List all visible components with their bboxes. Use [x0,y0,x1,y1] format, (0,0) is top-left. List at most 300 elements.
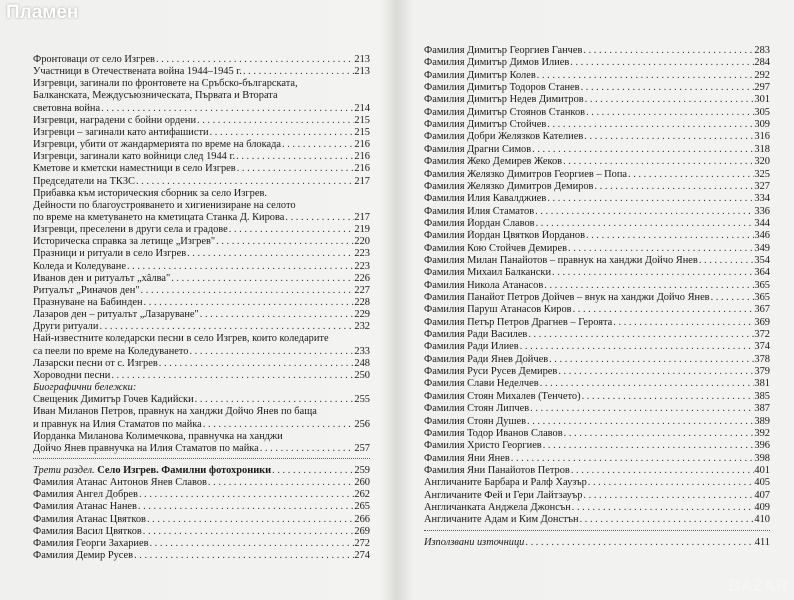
toc-entry-title: Фамилия Илия Кавалджиев [424,193,547,205]
leader-dots [527,329,754,340]
leader-dots [133,550,354,561]
toc-entry-title: Хороводни песни [33,369,111,381]
leader-dots [531,144,754,155]
leader-dots [284,212,354,223]
toc-page-number: 283 [754,45,770,56]
leader-dots [510,453,755,464]
toc-entry [424,490,770,501]
toc-entry [424,156,770,167]
toc-entry-title: Историческа справка за летище „Изгрев" [33,236,216,248]
toc-entry [33,78,370,89]
toc-entry-title: Използвани източници [424,536,525,548]
toc-page-number: 248 [354,357,370,369]
leader-dots [158,358,355,369]
leader-dots [548,354,754,365]
toc-entry [33,382,370,393]
toc-page-number: 365 [754,292,770,303]
toc-entry-title: Прибавка към историческия сборник за село Изгрев. [33,187,267,199]
toc-entry-title: Празнуване на Бабинден [33,297,143,308]
toc-entry [33,309,370,320]
leader-dots [196,115,354,126]
toc-page-number: 265 [354,501,370,513]
toc-entry [424,428,770,439]
toc-entry-title: Изгревци, загинали по фронтовете на Сръбско-българската, [33,78,298,90]
toc-entry [424,82,770,93]
leader-dots [551,267,754,278]
toc-entry-title: Фамилия Слави Неделчев [424,378,539,390]
leader-dots [546,119,754,130]
toc-page-number: 223 [354,260,370,272]
toc-entry-title: са пеели по време на Коледуването [33,345,189,357]
toc-entry [33,176,370,187]
toc-entry-title: Участници в Отечествената война 1944–1945 г. [33,66,242,78]
toc-page-number: 297 [754,82,770,94]
leader-dots [142,526,355,537]
toc-page-number: 367 [754,304,770,316]
toc-page-number: 217 [354,211,370,223]
toc-entry-title: Англичанката Анджела Джонсън [424,501,571,513]
toc-page-number: 398 [754,452,770,464]
toc-page-number: 354 [754,254,770,266]
toc-page-number: 262 [354,489,370,501]
toc-page-number: 344 [754,217,770,229]
toc-entry [424,453,770,464]
toc-page-number: 226 [354,272,370,284]
leader-dots [584,94,755,105]
toc-page-number: 216 [354,139,370,151]
toc-page-number: 379 [754,366,770,378]
toc-page-number: 325 [754,168,770,180]
leader-dots [126,261,354,272]
toc-entry-title: световна война [33,102,101,114]
toc-page-number: 269 [354,525,370,537]
toc-entry-title: Изгревци, загинали като войници след 1944 г. [33,151,236,163]
toc-entry-title: Фамилия Атанас Цвятков [33,513,146,525]
toc-page-number: 219 [354,224,370,236]
toc-entry-title: Англичаните Адам и Ким Донстън [424,514,579,526]
leader-dots [585,107,754,118]
toc-entry-title: Фамилия Димитър Колев [424,69,536,81]
toc-page-number: 405 [754,477,770,489]
toc-entry-title: Фамилия Драгни Симов [424,143,532,155]
leader-dots [570,465,755,476]
leader-dots [583,131,754,142]
toc-entry-title: Фамилия Илия Стаматов [424,205,535,217]
toc-entry [424,378,770,389]
toc-entry-title: Фамилия Панайот Петров Дойчев – внук на ханджи Дойчо Янев [424,292,710,303]
toc-entry [33,273,370,284]
toc-entry-title: Иванов ден и ритуалът „хâлва" [33,272,171,284]
toc-entry [33,431,370,442]
toc-page-number: 232 [354,321,370,333]
toc-page-number: 259 [354,464,370,476]
leader-dots [581,391,755,402]
leader-dots [215,236,354,247]
toc-entry-title: Фамилия Стоян Михалев (Тенчето) [424,390,581,402]
toc-entry-title: Фамилия Димитър Стойчев [424,119,547,131]
toc-entry [33,465,370,476]
toc-entry-title: Трети раздел. Село Изгрев. Фамилни фотохроники [33,464,272,476]
leader-dots [209,127,355,138]
toc-entry [424,341,770,352]
leader-dots [235,151,354,162]
leader-dots [539,378,755,389]
leader-dots [146,514,354,525]
toc-entry [424,465,770,476]
leader-dots [242,66,354,77]
toc-page-number: 292 [754,69,770,81]
toc-page-number: 346 [754,230,770,242]
toc-page-number: 260 [354,477,370,489]
toc-page-number: 220 [354,236,370,248]
toc-entry-title: Фамилия Ангел Добрев [33,489,138,501]
toc-entry-title: Фамилия Добри Желязков Кателиев [424,131,584,143]
toc-entry [33,188,370,199]
toc-page-number: 410 [754,514,770,526]
toc-entry-title: Фамилия Кою Стойчев Демирев [424,242,568,254]
toc-entry-title: Фамилия Йордан Цвятков Йорданов [424,230,586,242]
toc-entry [33,346,370,357]
toc-page-number: 392 [754,427,770,439]
toc-entry-title: Биографични бележки: [33,382,137,394]
section-separator [424,530,770,531]
leader-dots [110,370,354,381]
toc-entry-title: Фамилия Димитър Недев Димитров [424,94,584,106]
leader-dots [593,181,754,192]
toc-entry [424,403,770,414]
toc-entry-title: Празници и ритуали в село Изгрев [33,248,187,260]
toc-page-number: 213 [354,54,370,65]
toc-entry-title: Лазаров ден – ритуалът „Лазаруване" [33,309,199,321]
leader-dots [571,502,755,513]
toc-entry-title: Англичаните Барбара и Ралф Хаузър [424,477,587,489]
toc-entry [33,248,370,259]
toc-entry [33,139,370,150]
toc-page-number: 301 [754,94,770,106]
leader-dots [281,139,354,150]
toc-page-number: 229 [354,309,370,321]
toc-page-number: 223 [354,248,370,260]
toc-page-number: 396 [754,440,770,452]
leader-dots [710,292,755,303]
leader-dots [143,297,355,308]
toc-page-number: 272 [354,537,370,549]
toc-entry [424,181,770,192]
toc-page-number: 255 [354,394,370,406]
toc-entry [424,45,770,56]
toc-entry [33,54,370,65]
toc-entry-title: Изгревци, наградени с бойни ордени [33,114,197,126]
toc-entry [33,514,370,525]
toc-entry-title: Фамилия Стоян Липчев [424,403,530,415]
toc-entry-title: Фронтоваци от село Изгрев [33,54,155,65]
leader-dots [582,45,754,56]
toc-page-number: 215 [354,126,370,138]
leader-dots [535,218,755,229]
toc-entry-title: Коледа и Коледуване [33,260,126,272]
leader-dots [698,255,755,266]
toc-entry [33,477,370,488]
toc-entry [424,280,770,291]
toc-page-number: 389 [754,415,770,427]
toc-entry [424,514,770,525]
toc-page-number: 257 [354,442,370,454]
toc-entry [424,131,770,142]
toc-entry [424,206,770,217]
toc-entry [424,243,770,254]
toc-entry-title: Балканската, Междусъюзническата, Първата и Втората [33,90,278,102]
toc-entry-title: Дойчо Янев правнучка на Илия Стаматов по майка [33,442,259,454]
toc-entry [424,144,770,155]
toc-entry-title: Фамилия Ради Янев Дойчев [424,353,549,365]
toc-entry [424,57,770,68]
toc-entry [33,261,370,272]
toc-page-number: 213 [354,66,370,78]
toc-entry [33,394,370,405]
leader-dots [519,341,755,352]
toc-page-number: 374 [754,341,770,353]
toc-entry [424,107,770,118]
leader-dots [138,489,354,500]
toc-page-number: 214 [354,102,370,114]
toc-page-number: 216 [354,151,370,163]
toc-entry [33,370,370,381]
leader-dots [536,70,755,81]
toc-entry-title: Ритуалът „Риначов ден" [33,284,140,296]
toc-page-number: 334 [754,193,770,205]
leader-dots [271,465,354,476]
toc-page-number: 266 [354,513,370,525]
toc-entry [424,94,770,105]
toc-entry-title: Фамилия Христо Георгиев [424,440,542,452]
leader-dots [543,280,754,291]
leader-dots [557,366,754,377]
toc-entry-title: Фамилия Георги Захариев [33,537,149,549]
leader-dots [100,103,354,114]
section-separator [33,458,370,459]
toc-page-number: 309 [754,119,770,131]
toc-entry-title: Фамилия Ради Василев [424,329,528,341]
toc-entry [33,489,370,500]
toc-entry [33,406,370,417]
leader-dots [524,537,754,548]
toc-entry-title: Кметове и кметски наместници в село Изгрев [33,163,236,175]
toc-entry [33,538,370,549]
toc-page-number: 305 [754,106,770,118]
leader-dots [140,285,355,296]
toc-entry-title: Фамилия Милан Панайотов – правнук на ханджи Дойчо Янев [424,254,698,266]
leader-dots [580,82,755,93]
leader-dots [567,243,754,254]
toc-entry [424,193,770,204]
toc-entry [33,200,370,211]
toc-page-number: 409 [754,501,770,513]
leader-dots [170,273,354,284]
toc-entry [424,119,770,130]
toc-entry [33,66,370,77]
toc-entry-title: Фамилия Атанас Нанев [33,501,137,513]
toc-entry [424,440,770,451]
toc-entry [33,224,370,235]
toc-entry [424,267,770,278]
toc-page-number: 217 [354,175,370,187]
toc-page-number: 284 [754,57,770,69]
toc-page-number: 365 [754,279,770,291]
toc-entry [33,297,370,308]
toc-entry-title: Фамилия Руси Русев Демирев [424,366,558,378]
leader-dots [563,428,755,439]
toc-page-number: 228 [354,297,370,308]
toc-entry-title: Фамилия Стоян Душев [424,415,527,427]
leader-dots [228,224,355,235]
toc-entry-title: Свещеник Димитър Гочев Кадийски [33,394,194,406]
toc-entry-title: Фамилия Желязко Димитров Георгиев – Попа [424,168,628,180]
leader-dots [199,309,355,320]
leader-dots [572,304,755,315]
toc-entry [424,477,770,488]
toc-entry [424,255,770,266]
toc-entry-title: Други ритуали [33,321,99,333]
toc-entry [33,550,370,561]
toc-entry-title: Дейности по благоустрояването и хигиенизиране на селото [33,199,296,211]
leader-dots [202,419,355,430]
leader-dots [562,156,754,167]
toc-page-number: 318 [754,143,770,155]
toc-page-number: 216 [354,163,370,175]
leader-dots [529,403,754,414]
leader-dots [542,440,755,451]
toc-entry-title: Фамилия Петър Петров Драгнев – Героята [424,316,613,328]
toc-entry-title: Най-известните коледарски песни в село Изгрев, които коледарите [33,333,329,345]
toc-entry [33,236,370,247]
toc-entry-title: Фамилия Яни Янев [424,452,510,464]
toc-entry [33,358,370,369]
toc-entry [424,292,770,303]
toc-page-number: 385 [754,390,770,402]
leader-dots [612,317,754,328]
leader-dots [137,501,354,512]
toc-page-number: 327 [754,180,770,192]
leader-dots [207,477,354,488]
leader-dots [155,54,354,65]
toc-entry [33,285,370,296]
toc-entry-title: Изгревци, преселени в други села и градове [33,224,228,236]
toc-entry-title: Фамилия Димитър Георгиев Ганчев [424,45,583,56]
toc-entry-title: Фамилия Димитър Стоянов Станков [424,106,586,118]
toc-entry [424,391,770,402]
toc-page-number: 320 [754,156,770,168]
toc-page-number: 336 [754,205,770,217]
toc-entry [33,419,370,430]
toc-entry-title: Фамилия Яни Панайотов Петров [424,464,570,476]
toc-entry-title: Англичаните Фей и Гери Лайтзауър [424,489,583,501]
toc-entry-title: Председатели на ТКЗС [33,175,135,187]
toc-entry [424,354,770,365]
toc-entry [33,127,370,138]
toc-page-number: 407 [754,489,770,501]
toc-entry-title: по време на кметуването на кметицата Станка Д. Кирова [33,211,285,223]
leader-dots [148,538,354,549]
toc-entry [33,443,370,454]
toc-entry-title: Фамилия Паруш Атанасов Киров [424,304,572,316]
toc-page-number: 227 [354,284,370,296]
toc-entry [33,501,370,512]
toc-entry-title: Изгревци, убити от жандармерията по време на блокада [33,139,282,151]
leader-dots [98,321,354,332]
toc-entry-title: Иван Миланов Петров, правнук на ханджи Дойчо Янев по баща [33,406,317,418]
leader-dots [569,57,754,68]
toc-page-number: 274 [354,550,370,561]
toc-page-number: 364 [754,267,770,279]
leader-dots [194,394,355,405]
leader-dots [585,230,754,241]
toc-entry [33,333,370,344]
toc-page-number: 387 [754,403,770,415]
toc-page-number: 349 [754,242,770,254]
toc-entry [33,151,370,162]
toc-entry [424,218,770,229]
toc-entry-title: Фамилия Атанас Антонов Янев Славов [33,477,207,489]
leader-dots [526,416,754,427]
toc-entry-title: Фамилия Димитър Димов Илиев [424,57,570,69]
toc-entry [424,416,770,427]
toc-entry-title: Фамилия Ради Илиев [424,341,519,353]
toc-page-number: 233 [354,345,370,357]
toc-entry [424,366,770,377]
toc-entry-title: Изгревци – загинали като антифашисти [33,126,209,138]
toc-entry [33,90,370,101]
leader-dots [534,206,754,217]
toc-entry-title: Фамилия Димитър Тодоров Станев [424,82,580,94]
toc-entry [33,321,370,332]
leader-dots [587,477,755,488]
toc-page-number: 381 [754,378,770,390]
toc-page-number: 250 [354,369,370,381]
toc-entry-title: Фамилия Желязко Димитров Демиров [424,180,594,192]
toc-entry-title: Лазарски песни от с. Изгрев [33,357,158,369]
toc-entry-title: Фамилия Никола Атанасов [424,279,544,291]
toc-entry-title: и правнук на Илия Стаматов по майка [33,418,202,430]
leader-dots [627,169,754,180]
toc-entry [424,230,770,241]
toc-entry-title: Фамилия Васил Цвятков [33,525,142,537]
leader-dots [546,193,754,204]
toc-page-number: 256 [354,418,370,430]
toc-entry [33,526,370,537]
toc-entry [424,169,770,180]
toc-entry [424,502,770,513]
toc-entry [424,70,770,81]
toc-page-number: 401 [754,464,770,476]
toc-entry [424,537,770,548]
section-title: Село Изгрев. Фамилни фотохроники [97,464,272,476]
toc-page-number: 215 [354,114,370,126]
leader-dots [236,163,355,174]
toc-entry-title: Фамилия Йордан Славов [424,217,535,229]
leader-dots [186,248,354,259]
leader-dots [579,514,755,525]
toc-page-number: 411 [754,536,770,548]
leader-dots [582,490,754,501]
toc-entry [424,329,770,340]
toc-entry-title: Фамилия Тодор Иванов Славов [424,427,563,439]
toc-entry-title: Фамилия Михаил Балкански [424,267,552,279]
leader-dots [135,176,354,187]
toc-entry [33,163,370,174]
leader-dots [259,443,355,454]
toc-page-number: 378 [754,353,770,365]
toc-entry-title: Фамилия Демир Русев [33,550,134,561]
